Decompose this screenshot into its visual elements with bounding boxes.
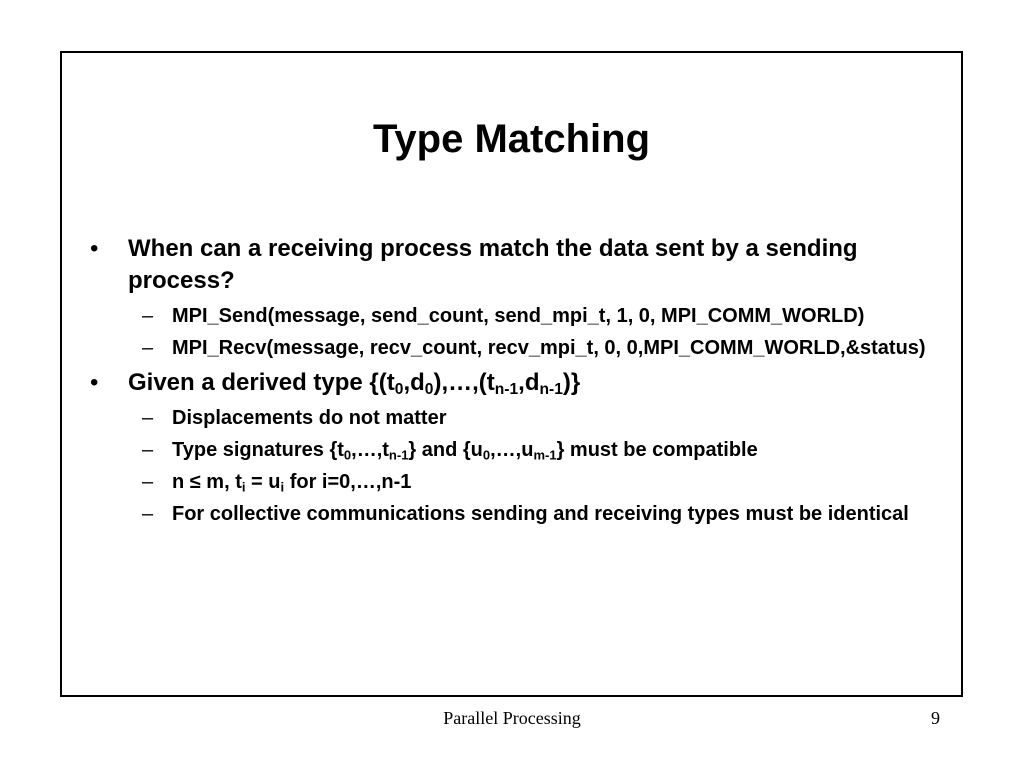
dash-marker: – [142,337,154,359]
sub-bullet-2-4 [62,501,942,527]
sub-bullet-2-2 [62,437,942,463]
bullet-marker: • [90,369,99,396]
sub-bullet-1-1-text: MPI_Send(message, send_count, send_mpi_t, 1, 0, MPI_COMM_WORLD) [172,305,865,327]
sub-bullet-1-2 [62,335,942,361]
slide-title: Type Matching [372,117,651,161]
page-number: 9 [931,708,940,728]
bullet-marker: • [90,235,99,262]
bullet-1-text: When can a receiving process match the data sent by a sending process? [128,235,858,294]
bullet-list [62,227,942,527]
sub-bullet-2-1 [62,405,942,431]
sub-bullet-2-2-text: Type signatures $\{t_0,\dots,t_{n-1}\}$ and $\{u_0,\dots,u_{m-1}\}$ must be compatible [172,439,758,463]
sub-bullet-2-1-text: Displacements do not matter [172,407,447,429]
dash-marker: – [142,305,154,327]
sub-bullet-2-3 [62,469,942,495]
slide-frame [60,51,963,697]
footer-title: Parallel Processing [443,708,581,728]
dash-marker: – [142,407,154,429]
sub-bullet-1-2-text: MPI_Recv(message, recv_count, recv_mpi_t, 0, 0,MPI_COMM_WORLD,&status) [172,337,926,359]
dash-marker: – [142,471,154,493]
bullet-2-text: Given a derived type $\{(t_0,d_0),\dots,(t_{n-1},d_{n-1})\}$ [128,369,581,398]
dash-marker: – [142,503,154,525]
bullet-2 [62,367,942,399]
dash-marker: – [142,439,154,461]
sub-bullet-1-1 [62,303,942,329]
sub-bullet-2-3-text: n ≤ m, $t_i = u_i$ for i=0,…,n-1 [172,471,412,495]
sub-bullet-2-4-text: For collective communications sending and receiving types must be identical [172,503,909,525]
bullet-1 [62,233,942,297]
